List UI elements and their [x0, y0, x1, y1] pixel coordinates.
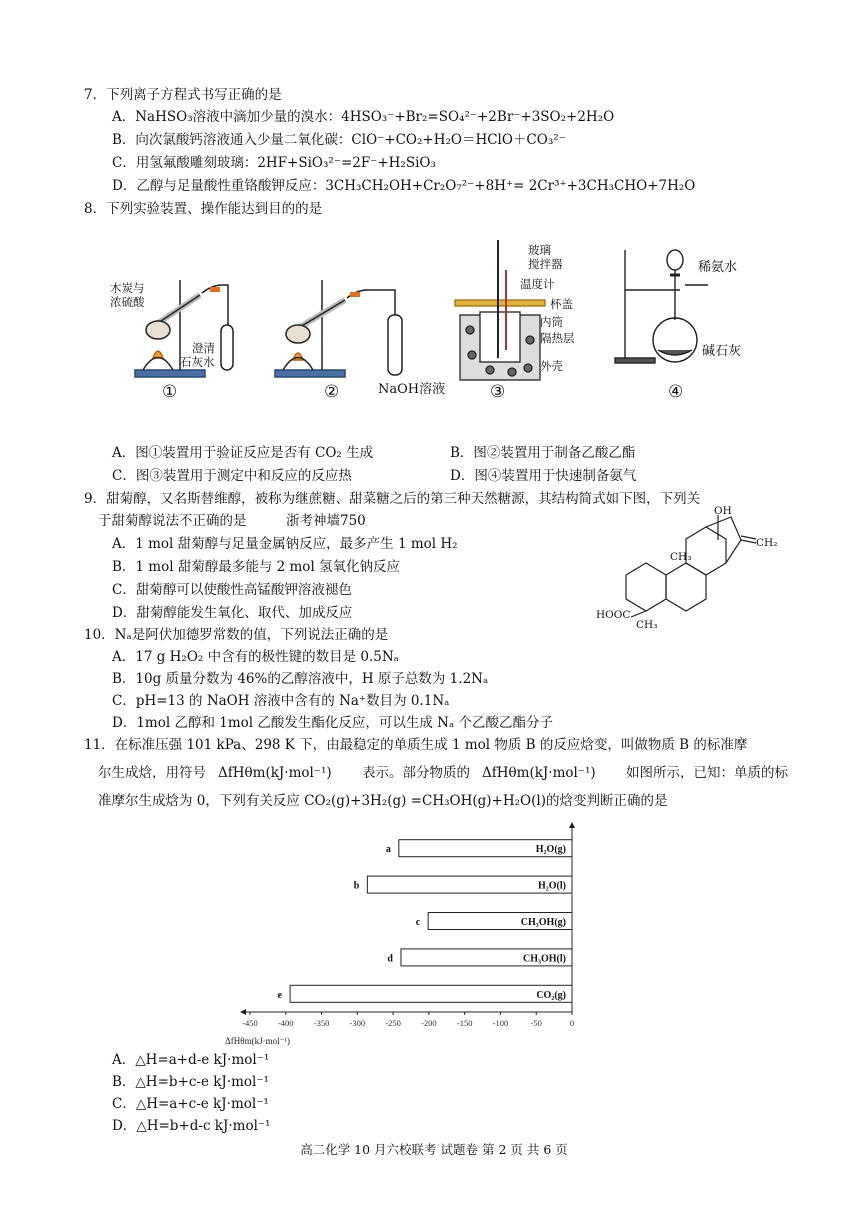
q11-line2b: 表示。部分物质的 [362, 765, 470, 781]
struct-oh: OH [714, 505, 732, 517]
bar-letter-label: b [353, 880, 360, 892]
x-tick-label: -400 [277, 1018, 294, 1028]
q11-line2c: 如图所示，已知：单质的标 [626, 765, 788, 781]
apparatus-figures [110, 230, 750, 430]
label-acid: 浓硫酸 [110, 295, 145, 309]
struct-ch3-top: CH₃ [670, 551, 692, 563]
struct-ch3-bottom: CH₃ [636, 619, 658, 631]
y-axis-arrow [569, 822, 575, 828]
q11-option-b: B．△H=b+c-e kJ·mol⁻¹ [112, 1074, 269, 1090]
bar-category-label: H₂O(g) [535, 844, 566, 856]
struct-cooh: HOOC [596, 609, 631, 621]
figure-number-2: ② [324, 382, 340, 402]
bar-category-label: CH₃OH(g) [520, 917, 566, 928]
q10-option-b: B．10g 质量分数为 46%的乙醇溶液中，H 原子总数为 1.2Nₐ [112, 671, 489, 687]
bar-letter-label: d [387, 953, 393, 965]
bar-category-label: CH₃OH(l) [523, 953, 566, 965]
label-inner: 内筒 [540, 315, 563, 329]
q10-option-d: D．1mol 乙醇和 1mol 乙酸发生酯化反应，可以生成 Nₐ 个乙酸乙酯分子 [112, 715, 553, 731]
label-lid: 杯盖 [550, 297, 573, 311]
q11-symbol-2: ΔfHθm(kJ·mol⁻¹) [482, 765, 596, 781]
apparatus-4 [615, 250, 708, 363]
q8-option-c: C．图③装置用于测定中和反应的反应热 [112, 468, 352, 484]
label-lime2: 石灰水 [180, 355, 215, 369]
apparatus-drawings [110, 230, 750, 430]
label-glass1: 玻璃 [528, 243, 551, 257]
q11-line3: 准摩尔生成焓为 0，下列有关反应 CO₂(g)+3H₂(g) =CH₃OH(g)+H₂O(l)的焓变判断正确的是 [98, 793, 668, 809]
label-glass2: 搅拌器 [528, 257, 563, 271]
figure-number-1: ① [162, 382, 178, 402]
label-soda: 碱石灰 [702, 344, 742, 359]
x-tick-label: 0 [569, 1018, 575, 1028]
q11-option-d: D．△H=b+d-c kJ·mol⁻¹ [112, 1118, 271, 1134]
q11-line1: 11．在标准压强 101 kPa、298 K 下，由最稳定的单质生成 1 mol 物质 B 的反应焓变，叫做物质 B 的标准摩 [84, 737, 748, 753]
figure-number-4: ④ [668, 382, 684, 402]
q7-option-a: A．NaHSO₃溶液中滴加少量的溴水：4HSO₃⁻+Br₂=SO₄²⁻+2Br⁻+3SO₂+2H₂O [112, 109, 615, 125]
steviol-structure [596, 505, 778, 635]
x-tick-label: -50 [530, 1018, 542, 1028]
apparatus-2 [275, 280, 402, 377]
label-insul: 隔热层 [540, 331, 575, 345]
q7-option-c: C．用氢氟酸雕刻玻璃：2HF+SiO₃²⁻=2F⁻+H₂SiO₃ [112, 155, 436, 171]
x-tick-label: -200 [421, 1018, 437, 1028]
x-tick-label: -350 [313, 1018, 330, 1028]
x-axis-arrow [240, 1009, 246, 1015]
bar-letter-label: e [277, 989, 283, 1001]
enthalpy-chart [210, 820, 600, 1050]
bar-category-label: H₂O(l) [538, 880, 566, 892]
q11-symbol-1: ΔfHθm(kJ·mol⁻¹) [218, 765, 332, 781]
label-carbon: 木炭与 [110, 281, 145, 295]
q7-option-d: D．乙醇与足量酸性重铬酸钾反应：3CH₃CH₂OH+Cr₂O₇²⁻+8H⁺= 2Cr³⁺+3CH₃CHO+7H₂O [112, 178, 696, 194]
struct-ch2: CH₂ [756, 537, 778, 549]
label-thermo: 温度计 [520, 277, 555, 291]
q7-stem: 7．下列离子方程式书写正确的是 [84, 87, 282, 103]
label-lime1: 澄清 [192, 341, 215, 355]
q9-stem-line2: 于甜菊醇说法不正确的是 [98, 513, 247, 529]
q11-line2a: 尔生成焓，用符号 [98, 765, 206, 781]
watermark-text: 浙考神墙750 [286, 513, 366, 529]
x-tick-label: -250 [385, 1018, 401, 1028]
q9-option-d: D．甜菊醇能发生氧化、取代、加成反应 [112, 605, 353, 621]
bar-letter-label: c [415, 917, 421, 928]
q9-stem-line1: 9．甜菊醇，又名斯替维醇，被称为继蔗糖、甜菜糖之后的第三种天然糖源，其结构简式如下图，下列关 [84, 491, 701, 507]
q11-option-c: C．△H=a+c-e kJ·mol⁻¹ [112, 1096, 269, 1112]
label-shell: 外壳 [540, 359, 563, 373]
x-axis-title: ΔfHθm(kJ·mol⁻¹) [225, 1036, 291, 1046]
x-tick-label: -100 [492, 1018, 509, 1028]
x-tick-label: -450 [242, 1018, 258, 1028]
x-tick-label: -150 [456, 1018, 473, 1028]
enthalpy-bar-chart [210, 820, 600, 1050]
q9-option-c: C．甜菊醇可以使酸性高锰酸钾溶液褪色 [112, 582, 352, 598]
label-naoh: NaOH溶液 [378, 382, 446, 397]
page-footer: 高二化学 10 月六校联考 试题卷 第 2 页 共 6 页 [300, 1142, 568, 1157]
q8-stem: 8．下列实验装置、操作能达到目的的是 [84, 201, 323, 217]
q10-option-a: A．17 g H₂O₂ 中含有的极性键的数目是 0.5Nₐ [112, 649, 399, 665]
q8-option-d: D．图④装置用于快速制备氨气 [450, 468, 637, 484]
bar-e [290, 985, 572, 1002]
bar-letter-label: a [385, 844, 391, 856]
q7-option-b: B．向次氯酸钙溶液通入少量二氧化碳：ClO⁻+CO₂+H₂O＝HClO＋CO₃²⁻ [112, 132, 566, 148]
q10-stem: 10．Nₐ是阿伏加德罗常数的值，下列说法正确的是 [84, 627, 389, 643]
q9-option-a: A．1 mol 甜菊醇与足量金属钠反应，最多产生 1 mol H₂ [112, 536, 458, 552]
q10-option-c: C．pH=13 的 NaOH 溶液中含有的 Na⁺数目为 0.1Nₐ [112, 693, 450, 709]
q8-option-a: A．图①装置用于验证反应是否有 CO₂ 生成 [112, 445, 374, 461]
label-ammonia: 稀氨水 [698, 260, 738, 275]
q9-option-b: B．1 mol 甜菊醇最多能与 2 mol 氢氧化钠反应 [112, 559, 401, 575]
figure-number-3: ③ [490, 382, 506, 402]
bar-category-label: CO₂(g) [536, 989, 566, 1001]
x-tick-label: -300 [349, 1018, 366, 1028]
q8-option-b: B．图②装置用于制备乙酸乙酯 [450, 445, 636, 461]
q11-option-a: A．△H=a+d-e kJ·mol⁻¹ [112, 1052, 270, 1068]
